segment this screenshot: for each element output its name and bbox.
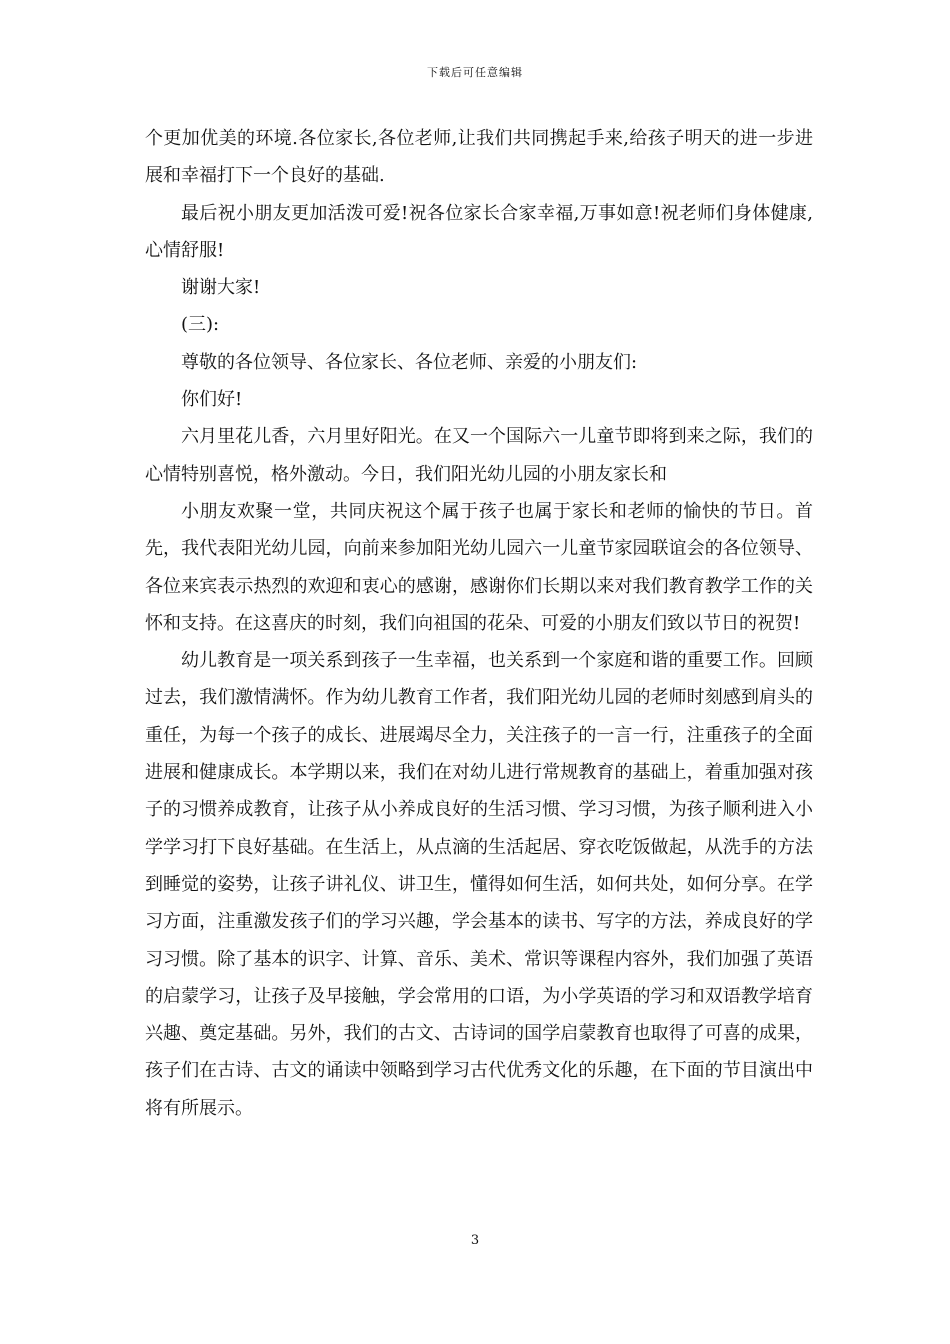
document-body [145,120,813,1127]
paragraph-welcome: 小朋友欢聚一堂，共同庆祝这个属于孩子也属于家长和老师的愉快的节日。首先，我代表阳光幼儿园，向前来参加阳光幼儿园六一儿童节家园联谊会的各位领导、各位来宾表示热烈的欢迎和衷心的感谢，感谢你们长期以来对我们教育教学工作的关怀和支持。在这喜庆的时刻，我们向祖国的花朵、可爱的小朋友们致以节日的祝贺! [145,500,813,634]
paragraph-intro: 六月里花儿香，六月里好阳光。在又一个国际六一儿童节即将到来之际，我们的心情特别喜悦，格外激动。今日，我们阳光幼儿园的小朋友家长和 [145,426,813,485]
paragraph-education: 幼儿教育是一项关系到孩子一生幸福，也关系到一个家庭和谐的重要工作。回顾过去，我们激情满怀。作为幼儿教育工作者，我们阳光幼儿园的老师时刻感到肩头的重任，为每一个孩子的成长、进展竭尽全力，关注孩子的一言一行，注重孩子的全面进展和健康成长。本学期以来，我们在对幼儿进行常规教育的基础上，着重加强对孩子的习惯养成教育，让孩子从小养成良好的生活习惯、学习习惯，为孩子顺利进入小学学习打下良好基础。在生活上，从点滴的生活起居、穿衣吃饭做起，从洗手的方法到睡觉的姿势，让孩子讲礼仪、讲卫生，懂得如何生活，如何共处，如何分享。在学习方面，注重激发孩子们的学习兴趣，学会基本的读书、写字的方法，养成良好的学习习惯。除了基本的识字、计算、音乐、美术、常识等课程内容外，我们加强了英语的启蒙学习，让孩子及早接触，学会常用的口语，为小学英语的学习和双语教学培育兴趣、奠定基础。另外，我们的古文、古诗词的国学启蒙教育也取得了可喜的成果，孩子们在古诗、古文的诵读中领略到学习古代优秀文化的乐趣，在下面的节目演出中将有所展示。 [145,650,813,1119]
section-heading: (三): [181,314,220,336]
paragraph-greeting: 你们好! [181,389,243,411]
paragraph-salutation: 尊敬的各位领导、各位家长、各位老师、亲爱的小朋友们: [181,351,638,373]
page-header: 下载后可任意编辑 [427,66,523,79]
paragraph-continuation: 个更加优美的环境.各位家长,各位老师,让我们共同携起手来,给孩子明天的进一步进展和幸福打下一个良好的基础. [145,128,813,187]
paragraph-thanks: 谢谢大家! [181,277,261,299]
paragraph-closing-wishes: 最后祝小朋友更加活泼可爱!祝各位家长合家幸福,万事如意!祝老师们身体健康,心情舒服! [145,202,813,261]
page-number: 3 [470,1233,480,1248]
